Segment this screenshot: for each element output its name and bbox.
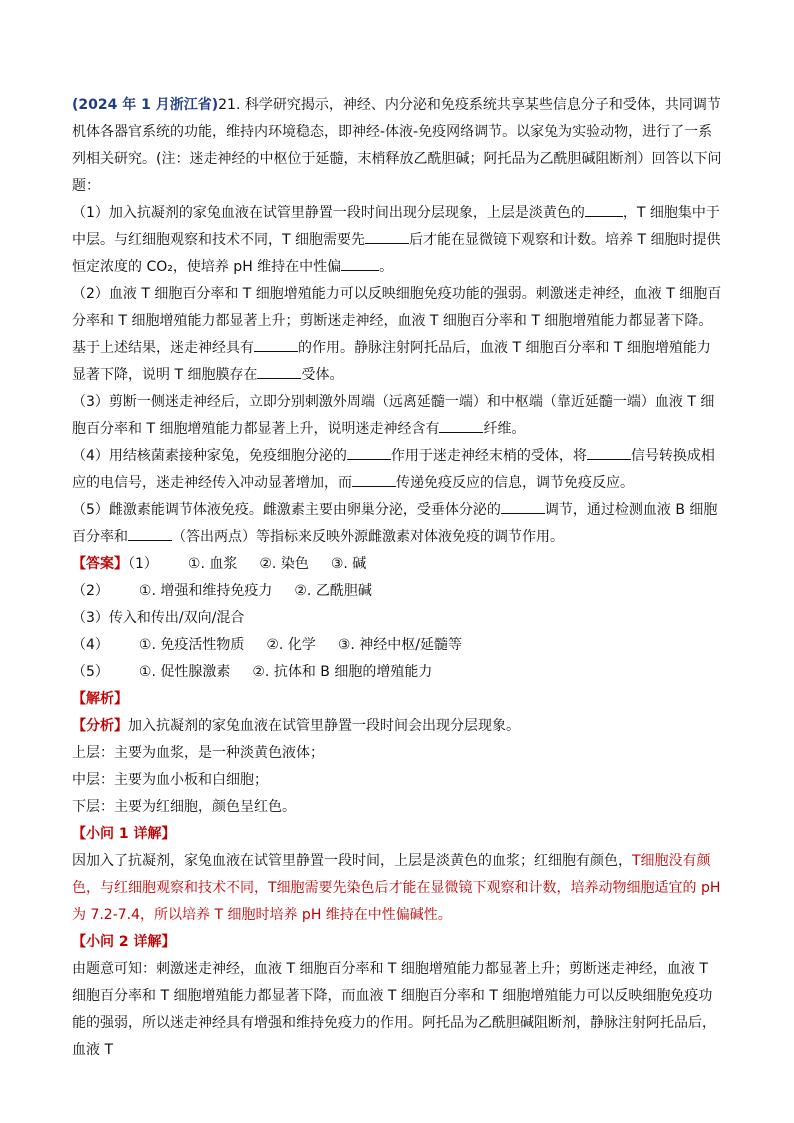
detail2-text: 由题意可知：刺激迷走神经，血液 T 细胞百分率和 T 细胞增殖能力都显著上升；剪断迷走神经，血液 T 细胞百分率和 T 细胞增殖能力都显著下降，而血液 T 细胞百分率和 T 细胞增殖能力可以反映细胞免疫功能的强弱，所以迷走神经具有增强和维持免疫力的作用。阿托品为乙酰胆碱阻断剂，静脉注射阿托品后，血液 T: [72, 961, 716, 1058]
answer-item: ②. 染色: [259, 556, 309, 572]
answer-row: [72, 551, 722, 578]
layer-line: 中层：主要为血小板和白细胞；: [72, 772, 268, 788]
question-source: (2024 年 1 月浙江省): [72, 97, 219, 113]
q4-text-d: 传递免疫反应的信息，调节免疫反应。: [396, 475, 634, 491]
answer-section: [72, 551, 722, 686]
answer-num: （5）: [72, 664, 109, 680]
answer-item: 传入和传出/双向/混合: [108, 610, 245, 626]
sub-question-3: [72, 389, 722, 443]
answer-num: （2）: [72, 583, 109, 599]
answer-row: [72, 605, 722, 632]
answer-blank: [585, 202, 623, 217]
fenxi-text: 加入抗凝剂的家兔血液在试管里静置一段时间会出现分层现象。: [128, 718, 520, 734]
detail1-text-b: T细胞没有颜色，与红细胞观察和技术不同，T细胞需要先染色后才能在显微镜下观察和计数，培养动物细胞适宜的 pH 为 7.2-7.4，所以培养 T 细胞时培养 pH 维持在中性偏碱性。: [72, 853, 721, 923]
answer-num: （1）: [128, 556, 158, 572]
analysis-fenxi: [72, 713, 722, 740]
answer-row: [72, 632, 722, 659]
answer-blank: [257, 364, 301, 379]
answer-blank: [341, 256, 379, 271]
question-content: [72, 92, 722, 1064]
q2-text-a: （2）血液 T 细胞百分率和 T 细胞增殖能力可以反映细胞免疫功能的强弱。刺激迷走神经，血液 T 细胞百分率和 T 细胞增殖能力都显著上升；剪断迷走神经，血液 T 细胞百分率和 T 细胞增殖能力都显著下降。基于上述结果，迷走神经具有: [72, 286, 722, 356]
detail2-label: 【小问 2 详解】: [72, 934, 176, 950]
layer-line: 下层：主要为红细胞，颜色呈红色。: [72, 799, 296, 815]
answer-item: ③. 神经中枢/延髓等: [337, 637, 462, 653]
q3-text-a: （3）剪断一侧迷走神经后，立即分别刺激外周端（远离延髓一端）和中枢端（靠近延髓一端）血液 T 细胞百分率和 T 细胞增殖能力都显著上升，说明迷走神经含有: [72, 394, 715, 437]
answer-item: ②. 化学: [266, 637, 316, 653]
sub-question-5: [72, 497, 722, 551]
answer-item: ①. 促性腺激素: [138, 664, 231, 680]
answer-item: ②. 乙酰胆碱: [294, 583, 372, 599]
answer-item: ①. 血浆: [187, 556, 238, 572]
answer-blank: [347, 445, 391, 460]
answer-blank: [501, 499, 545, 514]
q5-text-c: （答出两点）等指标来反映外源雌激素对体液免疫的调节作用。: [172, 529, 564, 545]
detail1-text: [72, 848, 722, 929]
answer-num: （3）: [72, 610, 109, 626]
sub-question-2: [72, 281, 722, 389]
answer-row: [72, 659, 722, 686]
question-intro: [72, 92, 722, 200]
q5-text-b: 调节，通过检测血液 B 细胞百分率和: [72, 502, 718, 545]
sub-question-4: [72, 443, 722, 497]
answer-item: ③. 碱: [330, 556, 367, 572]
question-stem: 21. 科学研究揭示，神经、内分泌和免疫系统共享某些信息分子和受体，共同调节机体各器官系统的功能，维持内环境稳态，即神经-体液-免疫网络调节。以家兔为实验动物，进行了一系列相关研究。(注：迷走神经的中枢位于延髓，末梢释放乙酰胆碱；阿托品为乙酰胆碱阻断剂）回答以下问题：: [72, 97, 722, 194]
answer-blank: [352, 472, 396, 487]
answer-item: ①. 增强和维持免疫力: [138, 583, 273, 599]
answer-item: ①. 免疫活性物质: [138, 637, 245, 653]
q1-text-d: 。: [379, 259, 394, 275]
q4-text-a: （4）用结核菌素接种家兔，免疫细胞分泌的: [72, 448, 347, 464]
answer-row: [72, 578, 722, 605]
layer-line: 上层：主要为血浆，是一种淡黄色液体；: [72, 745, 324, 761]
detail1-text-a: 因加入了抗凝剂，家兔血液在试管里静置一段时间，上层是淡黄色的血浆；红细胞有颜色，: [72, 853, 632, 869]
fenxi-label: 【分析】: [72, 718, 128, 734]
answer-blank: [128, 526, 172, 541]
answer-blank: [439, 418, 483, 433]
answer-num: （4）: [72, 637, 109, 653]
q1-text-a: （1）加入抗凝剂的家兔血液在试管里静置一段时间出现分层现象，上层是淡黄色的: [72, 205, 585, 221]
answer-blank: [365, 229, 409, 244]
answer-blank: [587, 445, 631, 460]
answer-item: ②. 抗体和 B 细胞的增殖能力: [252, 664, 433, 680]
analysis-label: 【解析】: [72, 691, 128, 707]
q2-text-c: 受体。: [301, 367, 344, 383]
q2-text-b: 的作用。静脉注射阿托品后，血液 T 细胞百分率和 T 细胞增殖能力显著下降，说明 T 细胞膜存在: [72, 340, 711, 383]
q4-text-c: 信号转换成相应的电信号，迷走神经传入冲动显著增加，而: [72, 448, 715, 491]
q1-text-b: ，T 细胞集中于中层。与红细胞观察和技术不同，T 细胞需要先: [72, 205, 720, 248]
sub-question-1: [72, 200, 722, 281]
q1-text-c: 后才能在显微镜下观察和计数。培养 T 细胞时提供恒定浓度的 CO₂，使培养 pH 维持在中性偏: [72, 232, 721, 275]
q4-text-b: 作用于迷走神经末梢的受体，将: [390, 448, 587, 464]
answer-label: 【答案】: [72, 556, 128, 572]
q3-text-b: 纤维。: [483, 421, 526, 437]
q5-text-a: （5）雌激素能调节体液免疫。雌激素主要由卵巢分泌，受垂体分泌的: [72, 502, 501, 518]
answer-blank: [254, 337, 298, 352]
detail1-label: 【小问 1 详解】: [72, 826, 176, 842]
